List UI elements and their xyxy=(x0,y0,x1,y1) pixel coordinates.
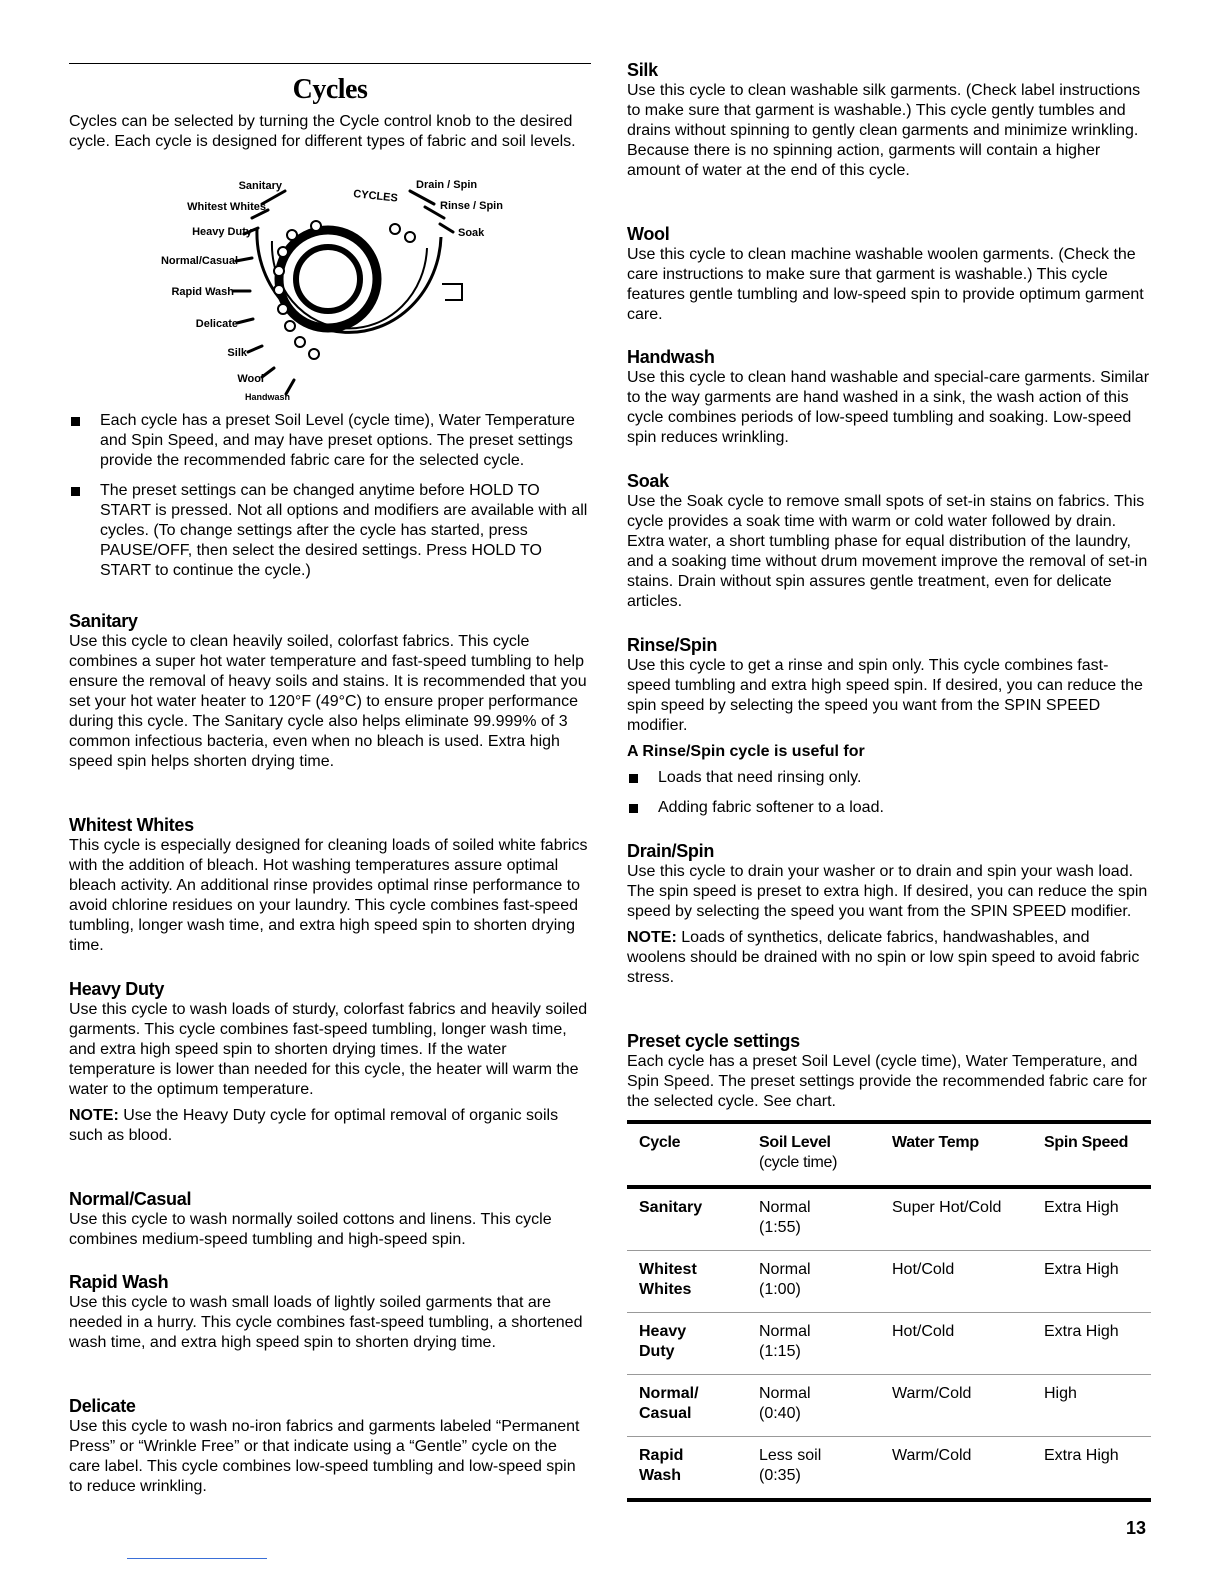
cell-soil: Normal (1:55) xyxy=(747,1187,880,1251)
list-item: Loads that need rinsing only. xyxy=(627,768,1151,788)
table-row xyxy=(627,1375,1151,1437)
section-preset-cycle-settings xyxy=(627,1030,1151,1112)
cell-temp: Warm/Cold xyxy=(880,1437,1032,1501)
page-title: Cycles xyxy=(292,74,368,105)
note-label: NOTE: xyxy=(627,929,677,946)
section-heading: Whitest Whites xyxy=(69,815,194,835)
dial-label-sanitary: Sanitary xyxy=(238,180,282,192)
section-heading: Preset cycle settings xyxy=(627,1031,800,1051)
section-text: Use this cycle to wash normally soiled cottons and linens. This cycle combines medium-speed tumbling and high-speed spin. xyxy=(69,1211,552,1248)
cell-cycle: Sanitary xyxy=(627,1187,747,1251)
section-heading: Soak xyxy=(627,471,669,491)
section-whitest-whites xyxy=(69,814,591,956)
table-row xyxy=(627,1251,1151,1313)
section-text: Use this cycle to clean washable silk garments. (Check label instructions to make sure that garment is washable.) This cycle gently tumbles and drains without spinning to gently clean garments and minimize wrinkling. Because there is no spinning action, garments will contain a higher amount of water at the end of this cycle. xyxy=(627,82,1141,179)
dial-label-drain-spin: Drain / Spin xyxy=(416,179,478,191)
section-wool xyxy=(627,223,1151,325)
list-item: The preset settings can be changed anytime before HOLD TO START is pressed. Not all options and modifiers are available with all cycles. (To change settings after the cycle has started, press PAUSE/OFF, then select the desired settings. Press HOLD TO START to continue the cycle.) xyxy=(69,481,591,581)
cell-soil: Normal (0:40) xyxy=(747,1375,880,1437)
dial-label-whitest-whites: Whitest Whites xyxy=(187,201,266,213)
section-text: This cycle is especially designed for cleaning loads of soiled white fabrics with the addition of bleach. Hot washing temperatures assure optimal bleach activity. An additional rinse provides optimal rinse performance to avoid chlorine residues on your laundry. This cycle combines fast-speed tumbling, longer wash time, and extra high speed spin to shorten drying time. xyxy=(69,837,588,954)
section-heading: Heavy Duty xyxy=(69,979,165,999)
section-soak xyxy=(627,470,1151,612)
table-row xyxy=(627,1187,1151,1251)
section-text: Use the Soak cycle to remove small spots of set-in stains on fabrics. This cycle provides a soak time with warm or cold water followed by drain. Extra water, a short tumbling phase for equal distribution of the laundry, and a soaking time without drum movement improve the removal of set-in stains. Drain without spin assures gentle treatment, even for delicate articles. xyxy=(627,493,1148,610)
dial-label-soak: Soak xyxy=(458,227,485,239)
cell-temp: Super Hot/Cold xyxy=(880,1187,1032,1251)
section-heading: Rinse/Spin xyxy=(627,635,718,655)
page-number: 13 xyxy=(1126,1518,1147,1538)
dial-title: CYCLES xyxy=(352,188,399,205)
section-rapid-wash xyxy=(69,1271,591,1353)
section-heading: Sanitary xyxy=(69,611,138,631)
cell-spin: Extra High xyxy=(1032,1251,1151,1313)
cell-temp: Hot/Cold xyxy=(880,1313,1032,1375)
section-text: Use this cycle to clean hand washable and special-care garments. Similar to the way garments are hand washed in a sink, the wash action of this cycle combines periods of low-speed tumbling and soaking. Low-speed spin reduces wrinkling. xyxy=(627,369,1150,446)
header-cycle: Cycle xyxy=(627,1122,747,1187)
section-text: Use this cycle to drain your washer or to drain and spin your wash load. The spin speed is preset to extra high. If desired, you can reduce the spin speed by selecting the speed you want from the SPIN SPEED modifier. xyxy=(627,863,1148,920)
dial-label-normal-casual: Normal/Casual xyxy=(160,255,238,267)
cell-spin: Extra High xyxy=(1032,1187,1151,1251)
section-text: Use this cycle to get a rinse and spin only. This cycle combines fast-speed tumbling and extra high speed spin. If desired, you can reduce the spin speed by selecting the speed you want from the SPIN SPEED modifier. xyxy=(627,657,1143,734)
section-normal-casual xyxy=(69,1188,591,1250)
section-heading: Handwash xyxy=(627,347,715,367)
section-heading: Drain/Spin xyxy=(627,841,715,861)
note-text: Loads of synthetics, delicate fabrics, handwashables, and woolens should be drained with no spin or low spin speed to avoid fabric stress. xyxy=(627,929,1140,986)
section-text: Each cycle has a preset Soil Level (cycle time), Water Temperature, and Spin Speed. The preset settings provide the recommended fabric care for the selected cycle. See chart. xyxy=(627,1053,1147,1110)
section-heading: Delicate xyxy=(69,1396,136,1416)
section-text: Use this cycle to clean heavily soiled, colorfast fabrics. This cycle combines a super hot water temperature and fast-speed tumbling to help ensure the removal of heavy soils and stains. It is recommended that you set your hot water heater to 120°F (49°C) to ensure proper performance during this cycle. The Sanitary cycle also helps eliminate 99.999% of 3 common infectious bacteria, even when no bleach is used. Extra high speed spin helps shorten drying time. xyxy=(69,633,587,770)
section-delicate xyxy=(69,1395,591,1497)
cell-cycle: Rapid Wash xyxy=(627,1437,747,1501)
dial-label-silk: Silk xyxy=(227,347,247,359)
cell-temp: Hot/Cold xyxy=(880,1251,1032,1313)
dial-label-heavy-duty: Heavy Duty xyxy=(192,226,252,238)
table-row xyxy=(627,1313,1151,1375)
section-text: Use this cycle to wash small loads of lightly soiled garments that are needed in a hurry. This cycle combines fast-speed tumbling, a shortened wash time, and extra high speed spin to shorten drying time. xyxy=(69,1294,583,1351)
table-header-row xyxy=(627,1122,1151,1187)
preset-settings-table xyxy=(627,1120,1151,1502)
cell-temp: Warm/Cold xyxy=(880,1375,1032,1437)
dial-label-rapid-wash: Rapid Wash xyxy=(171,286,234,298)
cell-spin: Extra High xyxy=(1032,1437,1151,1501)
dial-label-wool: Wool xyxy=(237,373,264,385)
preset-bullets xyxy=(69,411,591,581)
header-soil-level: Soil Level (cycle time) xyxy=(747,1122,880,1187)
list-item: Adding fabric softener to a load. xyxy=(627,798,1151,818)
table-row xyxy=(627,1437,1151,1501)
cell-cycle: Whitest Whites xyxy=(627,1251,747,1313)
intro-text: Cycles can be selected by turning the Cycle control knob to the desired cycle. Each cycle is designed for different types of fabric and soil levels. xyxy=(69,113,576,150)
section-heading: Normal/Casual xyxy=(69,1189,192,1209)
section-sanitary xyxy=(69,610,591,772)
dial-label-delicate: Delicate xyxy=(195,318,238,330)
section-rinse-spin xyxy=(627,634,1151,818)
cell-cycle: Heavy Duty xyxy=(627,1313,747,1375)
useful-list xyxy=(627,768,1151,818)
section-heading: Rapid Wash xyxy=(69,1272,169,1292)
section-heading: Wool xyxy=(627,224,670,244)
cell-cycle: Normal/ Casual xyxy=(627,1375,747,1437)
cell-soil: Less soil (0:35) xyxy=(747,1437,880,1501)
footer-rule xyxy=(127,1558,267,1559)
top-rule xyxy=(69,63,591,64)
useful-label: A Rinse/Spin cycle is useful for xyxy=(627,743,865,760)
cell-spin: High xyxy=(1032,1375,1151,1437)
section-heading: Silk xyxy=(627,60,658,80)
dial-label-handwash: Handwash xyxy=(244,392,290,402)
section-silk xyxy=(627,59,1151,181)
header-water-temp: Water Temp xyxy=(880,1122,1032,1187)
cell-soil: Normal (1:15) xyxy=(747,1313,880,1375)
cycle-knob-diagram xyxy=(140,172,520,408)
header-spin-speed: Spin Speed xyxy=(1032,1122,1151,1187)
section-note xyxy=(627,928,1151,988)
section-drain-spin xyxy=(627,840,1151,988)
note-label: NOTE: xyxy=(69,1107,119,1124)
dial-label-rinse-spin: Rinse / Spin xyxy=(440,200,503,212)
section-text: Use this cycle to wash loads of sturdy, colorfast fabrics and heavily soiled garments. This cycle combines fast-speed tumbling, longer wash time, and extra high speed spin to shorten drying times. If the water temperature is lower than needed for this cycle, the heater will warm the water to the optimum temperature. xyxy=(69,1001,588,1098)
section-text: Use this cycle to wash no-iron fabrics and garments labeled “Permanent Press” or “Wrinkle Free” or that indicate using a “Gentle” cycle on the care label. This cycle combines low-speed tumbling and low-speed spin to reduce wrinkling. xyxy=(69,1418,580,1495)
cell-spin: Extra High xyxy=(1032,1313,1151,1375)
section-handwash xyxy=(627,346,1151,448)
section-text: Use this cycle to clean machine washable woolen garments. (Check the care instructions to make sure that garment is washable.) This cycle features gentle tumbling and low-speed spin to provide optimum garment care. xyxy=(627,246,1144,323)
note-text: Use the Heavy Duty cycle for optimal removal of organic soils such as blood. xyxy=(69,1107,559,1144)
section-note xyxy=(69,1106,591,1146)
cell-soil: Normal (1:00) xyxy=(747,1251,880,1313)
list-item: Each cycle has a preset Soil Level (cycle time), Water Temperature and Spin Speed, and may have preset options. The preset settings provide the recommended fabric care for the selected cycle. xyxy=(69,411,591,471)
section-heavy-duty xyxy=(69,978,591,1146)
